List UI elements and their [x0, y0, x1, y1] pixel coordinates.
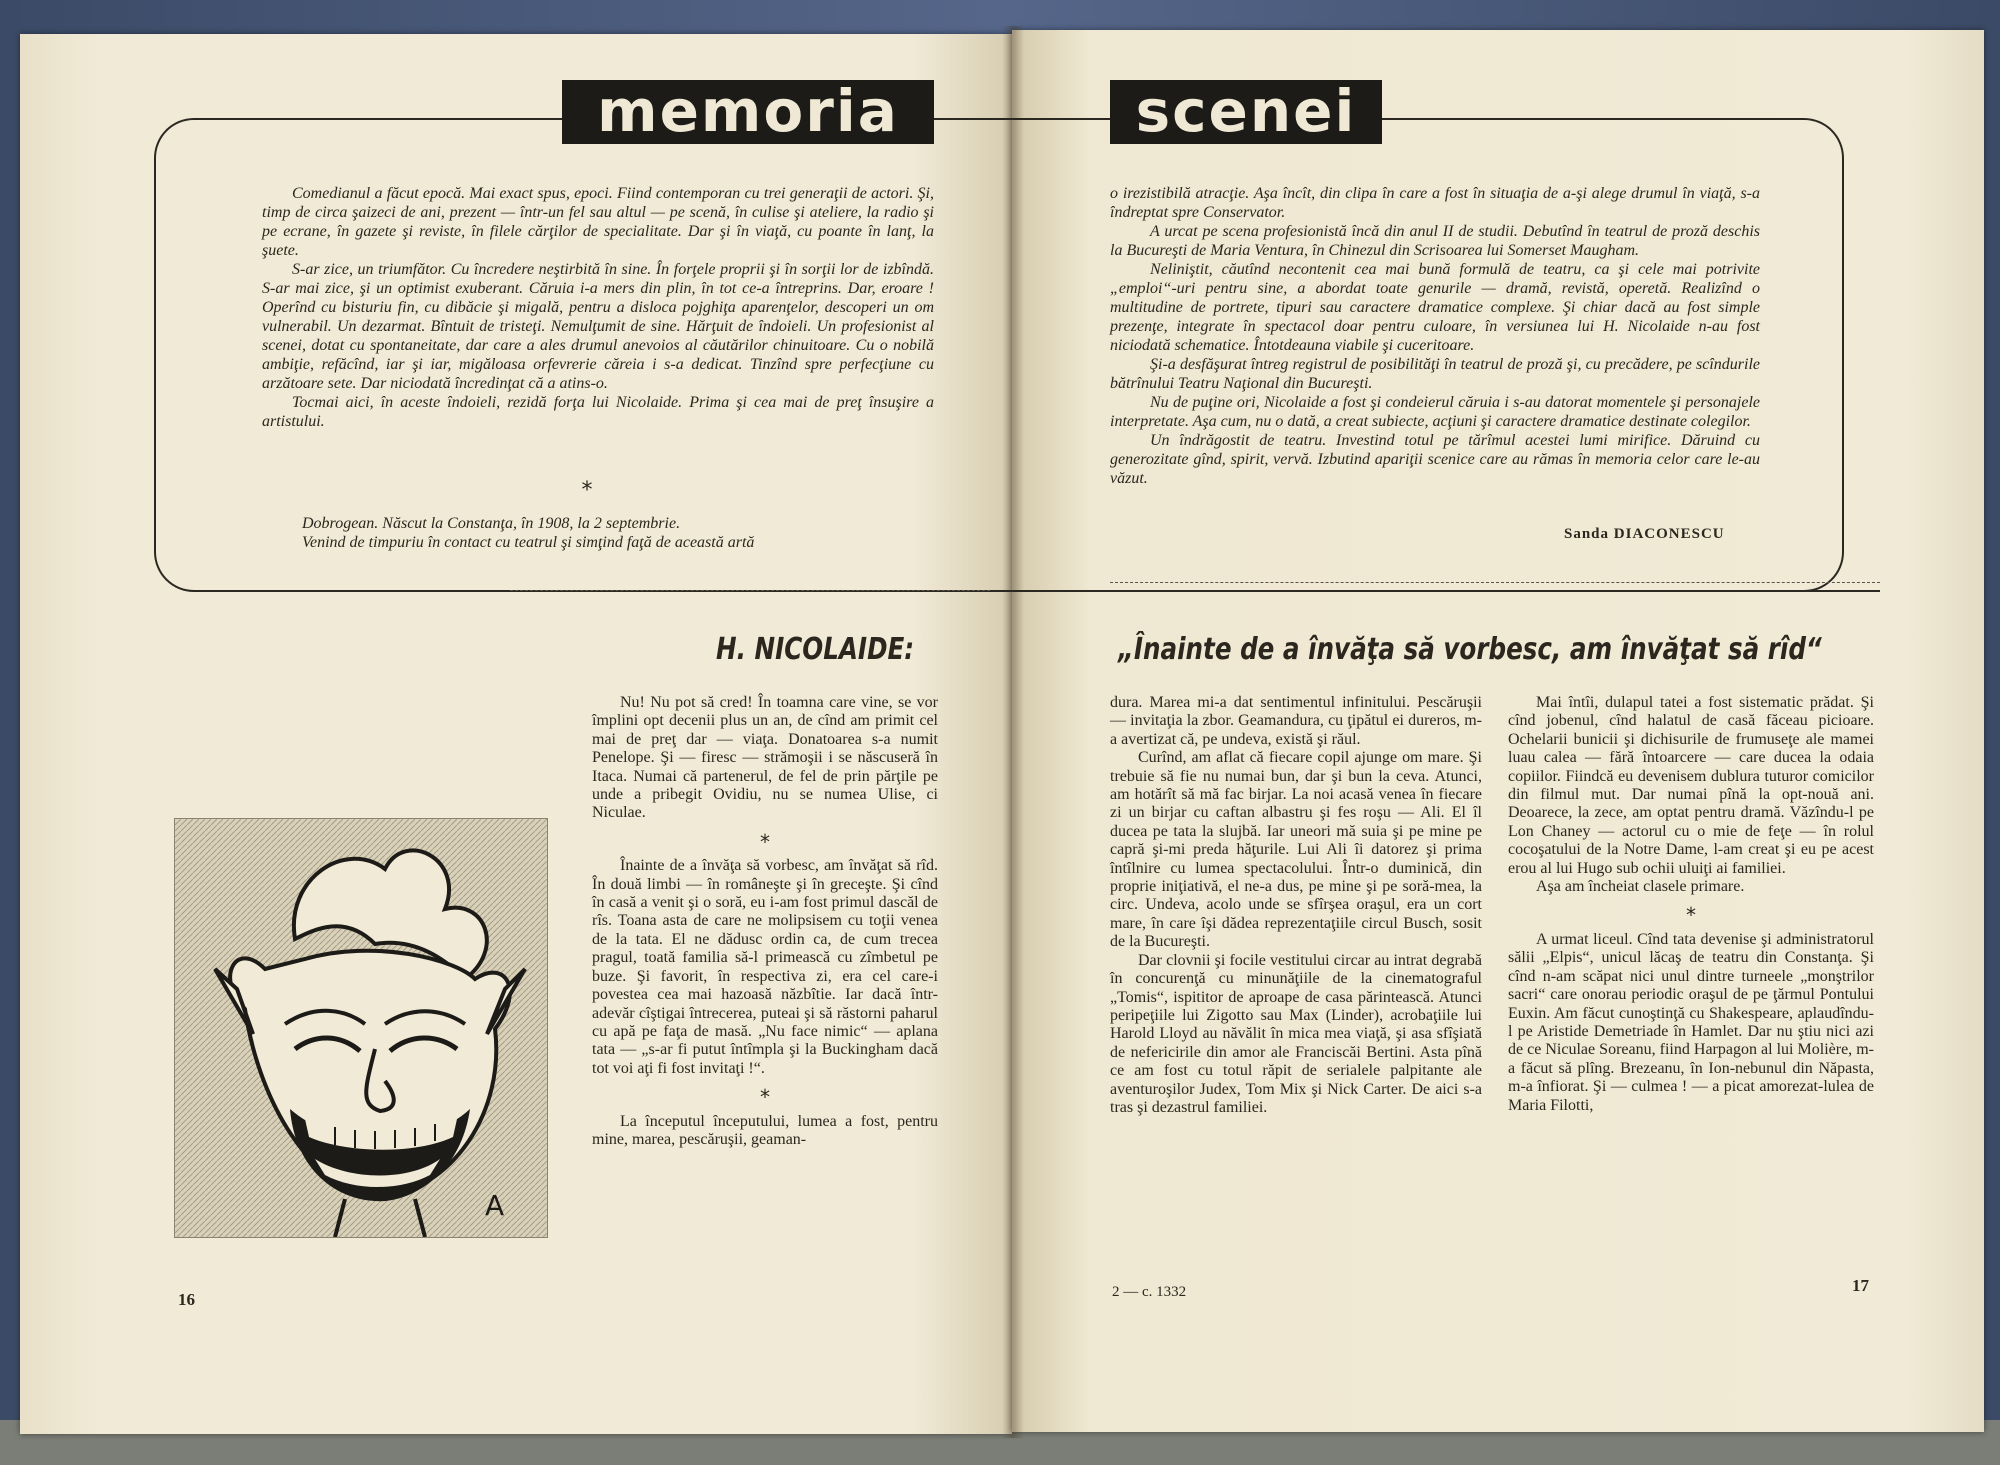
article-paragraph: Mai întîi, dulapul tatei a fost sistematic prădat. Şi cînd jobenul, cînd halatul de casă făceau picioare. Ochelarii bunicii şi dichisurile de frumuseţe ale mamei luau calea — fără întoarcere — care ducea la odaia copiilor. Fiindcă eu devenisem dublura tuturor comicilor din filmul mut. Dar numai pînă la opt-nouă ani. Deoarece, la zece, am optat pentru dramă. Văzîndu-l pe Lon Chaney — actorul cu o mie de feţe — în rolul cocoşatului de la Notre Dame, l-am creat şi eu pe acest erou al lui Hugo sub ochii uluiţi ai familiei. [1508, 694, 1874, 877]
page-number-left: 16 [178, 1290, 195, 1309]
intro-text-left [262, 184, 934, 431]
intro-text-right [1110, 184, 1760, 488]
star-separator: * [760, 1085, 770, 1110]
intro-paragraph: S-ar zice, un triumfător. Cu încredere neştirbită în sine. În forţele proprii şi în sorţii lor de izbîndă. S-ar mai zice, şi un optimist exuberant. Căruia i-a mers din plin, în tot ce-a întreprins. Dar, eroare ! Operînd cu bisturiu fin, cu dibăcie şi migală, pentru a disloca pojghiţa aparenţelor, descoperi un om vulnerabil. Un dezarmat. Bîntuit de tristeţi. Nemulţumit de sine. Hărţuit de îndoieli. Un profesionist al scenei, dotat cu spontaneitate, dar care a ales drumul anevoios al căutărilor chinuitoare. Cu o nobilă ambiţie, refăcînd, iar şi iar, migăloasa orfevrerie căreia i s-a dedicat. Tinzînd spre perfecţiune cu arzătoare sete. Dar niciodată încredinţat că a atins-o. [262, 261, 934, 392]
intro-born-line: Venind de timpuriu în contact cu teatrul şi simţind faţă de această artă [302, 534, 755, 551]
intro-paragraph: Nu de puţine ori, Nicolaide a fost şi condeierul căruia i s-au datorat momentele şi personajele interpretate. Aşa cum, nu o dată, a creat subiecte, acţiuni şi caractere dramatice destinate colegilor. [1110, 394, 1760, 430]
caricature-illustration [175, 819, 547, 1237]
article-paragraph: Nu! Nu pot să cred! În toamna care vine, se vor împlini opt decenii plus un an, de cînd am primit cel mai de preţ dar — viaţa. Donatoarea s-a numit Penelope. Şi — firesc — strămoşii i se născuseră în Itaca. Numai că partenerul, de fel de prin părţile pe unde a pribegit Ovidiu, nu se numea Ulise, ci Niculae. [592, 694, 938, 822]
article-paragraph: dura. Marea mi-a dat sentimentul infinitului. Pescăruşii — invitaţia la zbor. Geamandura, cu ţipătul ei dureros, m-a avertizat că, pe undeva, există şi răul. [1110, 694, 1482, 748]
article-title-name: H. NICOLAIDE: [716, 632, 915, 667]
intro-born-line: Dobrogean. Născut la Constanţa, în 1908, la 2 septembrie. [302, 515, 681, 532]
intro-star-separator: * [581, 478, 593, 503]
signature-mark: 2 — c. 1332 [1112, 1284, 1187, 1300]
intro-paragraph: A urcat pe scena profesionistă încă din anul II de studii. Debutînd în teatrul de proză deschis la Bucureşti de Maria Ventura, în Chinezul din Scrisoarea lui Somerset Maugham. [1110, 223, 1760, 259]
star-separator: * [760, 829, 770, 854]
intro-paragraph: Comedianul a făcut epocă. Mai exact spus, epoci. Fiind contemporan cu trei generaţii de actori. Şi, timp de circa şaizeci de ani, prezent — într-un fel sau altul — pe scenă, în culise şi ateliere, la radio şi pe ecrane, în gazete şi reviste, în filele cărţilor de specialitate. Dar şi în viaţă, cu poante în lanţ, la şuete. [262, 185, 934, 259]
banner-scenei: scenei [1110, 80, 1382, 144]
intro-paragraph: Neliniştit, căutînd necontenit cea mai bună formulă de teatru, ca şi cele mai potrivite „emploi“-uri pentru sine, a abordat toate genurile — dramă, revistă, operetă. Realizînd o multitudine de portrete, tipuri sau caractere dramatice complexe. Şi chiar dacă au fost simple prezenţe, integrate în spectacol doar pentru culoare, în versiunea lui H. Nicolaide n-au fost niciodată schematice. Întotdeauna viabile şi cuceritoare. [1110, 261, 1760, 354]
article-column-2 [1110, 694, 1482, 1117]
caricature-drawing [174, 818, 548, 1238]
intro-paragraph: Tocmai aici, în aceste îndoieli, rezidă forţa lui Nicolaide. Prima şi cea mai de preţ însuşire a artistului. [262, 394, 934, 430]
intro-born-text [302, 514, 942, 552]
caricature-signature: A [485, 1189, 505, 1222]
intro-paragraph: Şi-a desfăşurat întreg registrul de posibilităţi în teatrul de proză şi, cu precădere, pe scîndurile bătrînului Teatru Naţional din Bucureşti. [1110, 356, 1760, 392]
article-paragraph: A urmat liceul. Cînd tata devenise şi administratorul sălii „Elpis“, unicul lăcaş de teatru din Constanţa. Şi cînd n-am scăpat nici unul dintre turneele „monştrilor sacri“ care onorau periodic oraşul de pe ţărmul Pontului Euxin. Am făcut cunoştinţă cu Shakespeare, aplaudîndu-l pe Aristide Demetriade în Hamlet. Dar nu ştiu nici azi de ce Niculae Soreanu, fiind Harpagon al lui Molière, m-a făcut să plîng. Brezeanu, în Ion-nebunul din Năpasta, m-a înfiorat. Şi — culmea ! — a picat amorezat-lulea de Maria Filotti, [1508, 930, 1874, 1114]
star-separator: * [1686, 903, 1696, 928]
author-signature: Sanda DIACONESCU [1564, 526, 1725, 542]
article-column-1 [592, 694, 938, 1149]
article-paragraph: Curînd, am aflat că fiecare copil ajunge om mare. Şi trebuie să fie nu numai bun, dar şi bun la ceva. Atunci, am hotărît să mă fac birjar. La noi acasă venea în fiecare zi un birjar cu caftan albastru şi fes roşu — Ali. El îl ducea pe tata la slujbă. Iar uneori mă suia şi pe mine pe capră şi-mi preda hăţurile. Lui Ali îi datorez şi prima întîlnire cu lumea spectacolului. Într-o duminică, din proprie iniţiativă, el ne-a dus, pe mine şi pe soră-mea, la circ. Undeva, acolo unde se sfîrşea oraşul, era un cort mare, în care îşi dădea reprezentaţiile circul Busch, sosit de la Bucureşti. [1110, 749, 1482, 951]
intro-paragraph: Un îndrăgostit de teatru. Investind totul pe tărîmul acestei lumi mirifice. Dăruind cu generozitate gînd, spirit, vervă. Izbutind apariţii scenice care au rămas în memoria celor care le-au văzut. [1110, 432, 1760, 487]
article-column-3 [1508, 694, 1874, 1115]
dotted-rule-left [510, 590, 990, 591]
article-title-quote: „Înainte de a învăţa să vorbesc, am învăţat să rîd“ [1118, 632, 1822, 667]
article-paragraph: Înainte de a învăţa să vorbesc, am învăţat să rîd. În două limbi — în româneşte şi în greceşte. Şi cînd în casă a venit şi o soră, eu i-am fost primul dascăl de rîs. Toana asta de care ne molipsisem cu toţii venea de la tata. El ne dădusc ordin ca, de cum trecea pragul, toată familia să-l primească cu zîmbetul pe buze. Şi favorit, în respectiva zi, era cel care-i povestea cea mai hazoasă năzbîtie. Iar dacă într-adevăr cîştigai întrecerea, puteai şi să răstorni paharul cu apă pe faţa de masă. „Nu face nimic“ — aplana tata — „s-ar fi putut întîmpla şi la Buckingham dacă tot voi aţi fi fost invitaţi !“. [592, 857, 938, 1077]
banner-memoria: memoria [562, 80, 934, 144]
separator-rule-right [1110, 590, 1880, 592]
article-paragraph: Aşa am încheiat clasele primare. [1536, 878, 1745, 896]
dotted-rule-right [1110, 582, 1880, 583]
page-number-right: 17 [1852, 1276, 1869, 1295]
article-paragraph: La începutul începutului, lumea a fost, pentru mine, marea, pescăruşii, geaman- [592, 1112, 938, 1148]
intro-paragraph: o irezistibilă atracţie. Aşa încît, din clipa în care a fost în situaţia de a-şi alege drumul în viaţă, s-a îndreptat spre Conservator. [1110, 185, 1760, 221]
article-paragraph: Dar clovnii şi focile vestitului circar au intrat degrabă în concurenţă cu minunăţiile de la cinematograful „Tomis“, ispititor de aproape de casa părintească. Atunci peripeţiile lui Zigotto sau Max (Linder), acrobaţiile lui Harold Lloyd au năvălit în mica mea viaţă, şi asa sfîşiată de nefericirile din amor ale Franciscăi Bertini. Asta pînă ce am fost cu totul răpit de serialele palpitante ale aventuroşilor Judex, Tom Mix şi Nick Carter. De aici s-a tras şi dezastrul familiei. [1110, 951, 1482, 1116]
